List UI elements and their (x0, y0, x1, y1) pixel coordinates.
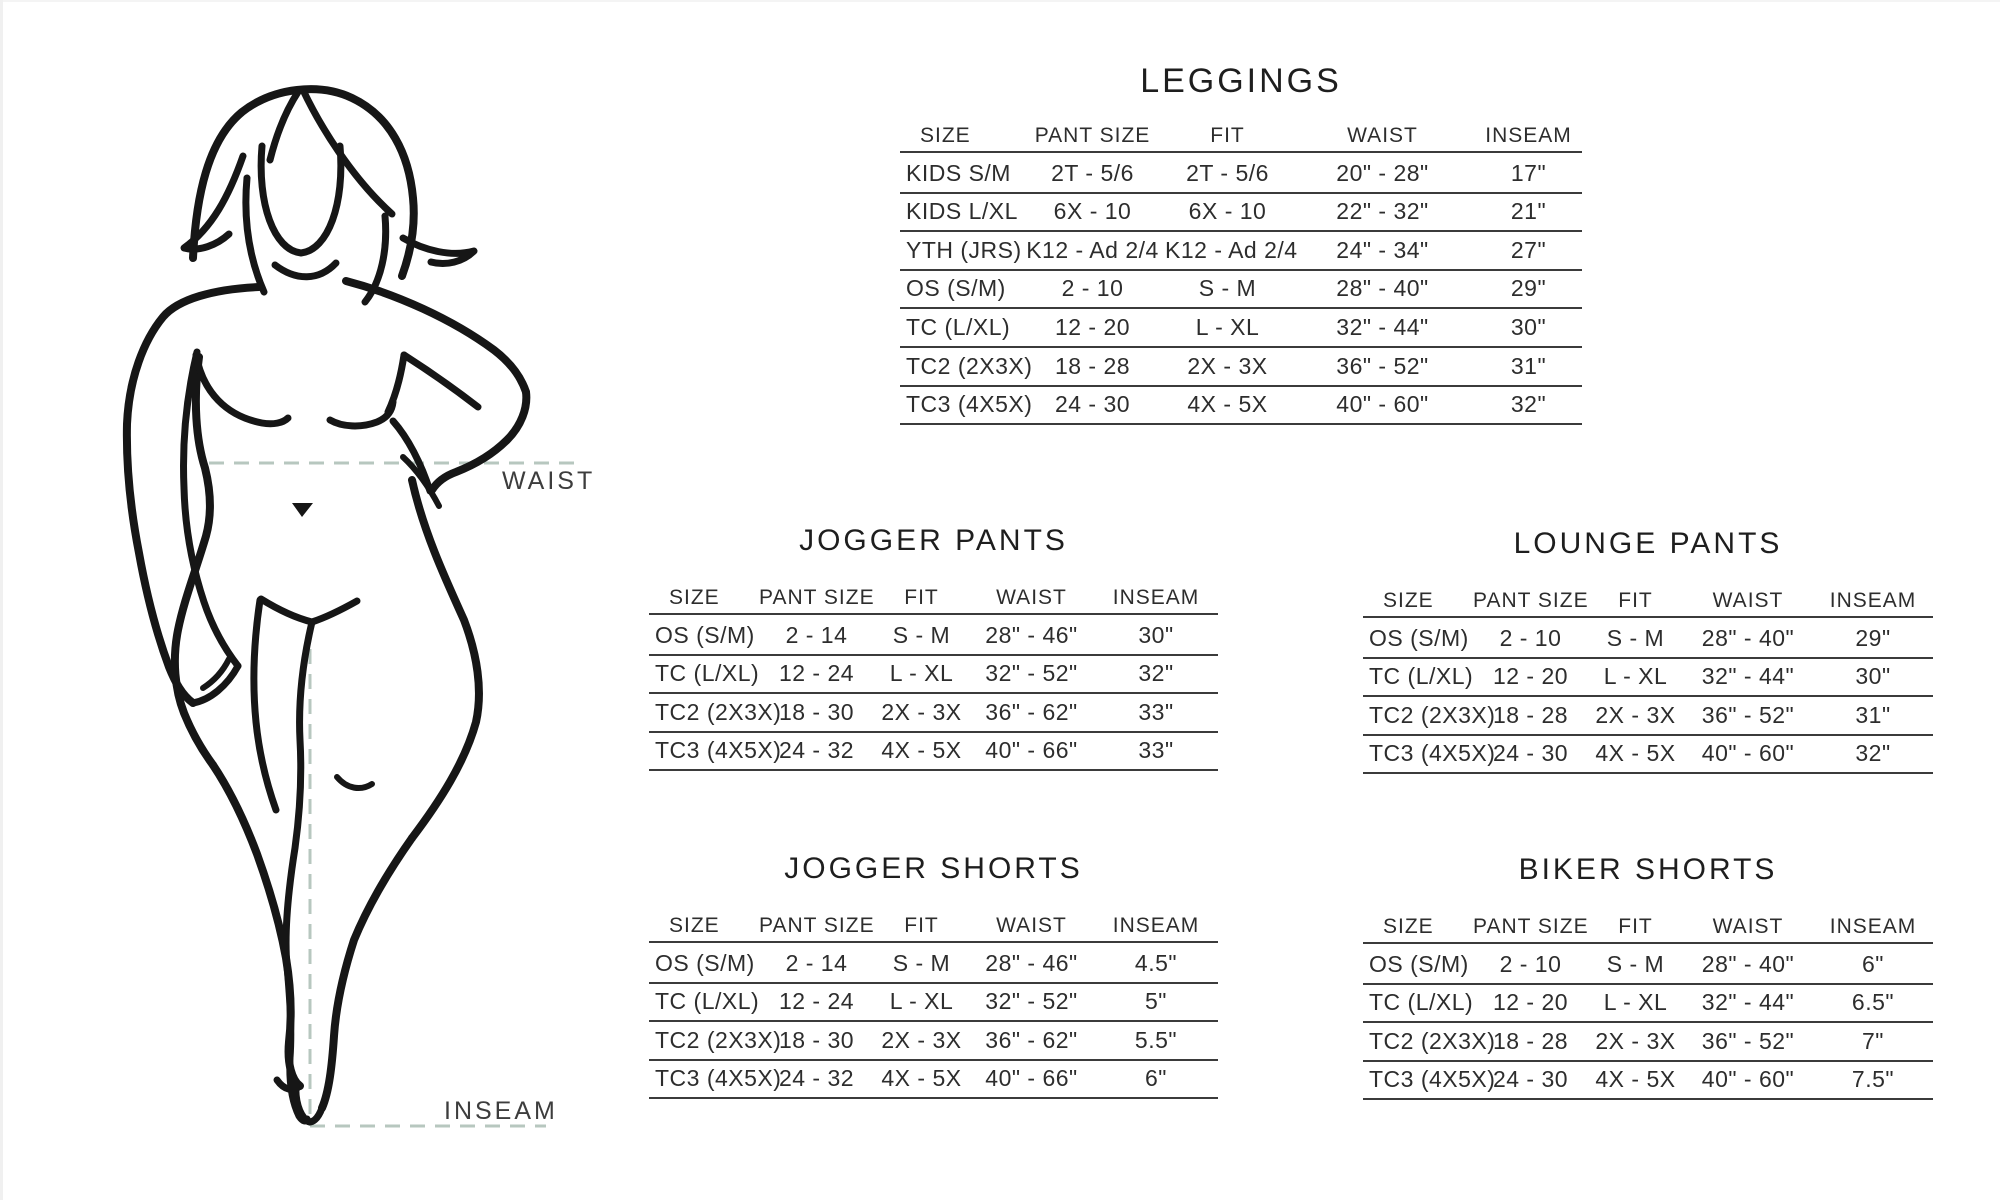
table-row (1363, 620, 1933, 659)
table-cell: OS (S/M) (906, 275, 1006, 302)
table-cell: 2 - 10 (1499, 950, 1562, 977)
table-cell: S - M (1606, 950, 1665, 977)
table-cell: 30" (1510, 313, 1547, 340)
table-header-row (1363, 914, 1933, 944)
table-cell: 40" - 66" (985, 1065, 1078, 1092)
table-cell: 6" (1862, 950, 1884, 977)
table-cell: 18 - 28 (1492, 701, 1569, 728)
table-row (649, 1061, 1218, 1100)
column-header-waist: WAIST (996, 914, 1067, 937)
table-cell: 2X - 3X (1187, 352, 1268, 379)
table-cell: 12 - 24 (778, 988, 855, 1015)
table-cell: 28" - 40" (1701, 950, 1795, 977)
table-title: LEGGINGS (1140, 62, 1342, 100)
table-cell: 7" (1862, 1027, 1884, 1054)
table-row (900, 271, 1582, 310)
column-header-pant-size: PANT SIZE (759, 914, 875, 937)
table-cell: TC (L/XL) (1369, 663, 1474, 690)
column-header-size: SIZE (1383, 589, 1434, 612)
table-title: BIKER SHORTS (1518, 853, 1778, 886)
table-cell: L - XL (1195, 313, 1260, 340)
column-header-size: SIZE (920, 124, 971, 147)
table-cell: 40" - 66" (985, 737, 1078, 764)
table-cell: TC2 (2X3X) (655, 1026, 782, 1053)
table-cell: TC2 (2X3X) (1369, 1027, 1496, 1054)
table-cell: 40" - 60" (1701, 1066, 1795, 1093)
table-cell: 6.5" (1851, 989, 1895, 1016)
table-cell: 28" - 40" (1336, 275, 1429, 302)
table-cell: TC3 (4X5X) (1369, 1066, 1496, 1093)
table-cell: L - XL (889, 988, 954, 1015)
table-cell: 24 - 30 (1054, 391, 1131, 418)
column-header-waist: WAIST (1712, 915, 1784, 938)
column-header-pant-size: PANT SIZE (1473, 589, 1589, 612)
table-row (649, 656, 1218, 695)
table-row (1363, 736, 1933, 775)
table-cell: K12 - Ad 2/4 (1165, 236, 1298, 263)
table-body (1363, 620, 1933, 774)
table-cell: 36" - 62" (985, 698, 1078, 725)
table-cell: 5.5" (1134, 1026, 1178, 1053)
table-cell: TC3 (4X5X) (655, 1065, 782, 1092)
table-cell: 20" - 28" (1336, 159, 1429, 186)
table-row (1363, 1062, 1933, 1101)
table-cell: 29" (1510, 275, 1547, 302)
table-cell: TC (L/XL) (655, 660, 760, 687)
table-cell: L - XL (1603, 989, 1668, 1016)
table-cell: 4X - 5X (1595, 740, 1676, 767)
table-cell: L - XL (1603, 663, 1668, 690)
table-row (900, 232, 1582, 271)
column-header-inseam: INSEAM (1112, 914, 1200, 937)
table-cell: 32" (1855, 740, 1891, 767)
table-title: JOGGER PANTS (799, 524, 1068, 557)
table-cell: 40" - 60" (1336, 391, 1429, 418)
table-cell: 6X - 10 (1188, 198, 1267, 225)
table-cell: OS (S/M) (655, 621, 755, 648)
table-cell: 2 - 10 (1499, 624, 1562, 651)
column-header-fit: FIT (1210, 124, 1245, 147)
table-body (649, 617, 1218, 771)
column-header-inseam: INSEAM (1112, 586, 1200, 609)
table-row (649, 733, 1218, 772)
table-cell: 18 - 28 (1492, 1027, 1569, 1054)
table-cell: 29" (1855, 624, 1891, 651)
table-cell: 18 - 30 (778, 698, 855, 725)
column-header-pant-size: PANT SIZE (759, 586, 875, 609)
column-header-size: SIZE (669, 914, 720, 937)
table-cell: 12 - 20 (1054, 313, 1131, 340)
table-cell: 7.5" (1851, 1066, 1895, 1093)
column-header-inseam: INSEAM (1829, 589, 1917, 612)
table-cell: 24 - 30 (1492, 740, 1569, 767)
table-cell: TC (L/XL) (655, 988, 760, 1015)
table-cell: 6X - 10 (1053, 198, 1132, 225)
table-row (649, 984, 1218, 1023)
table-cell: 32" - 52" (985, 660, 1078, 687)
table-cell: 2 - 10 (1061, 275, 1124, 302)
table-cell: 2T - 5/6 (1186, 159, 1269, 186)
table-cell: 2X - 3X (881, 1026, 962, 1053)
table-cell: TC (L/XL) (1369, 989, 1474, 1016)
table-cell: 24 - 32 (778, 1065, 855, 1092)
column-header-size: SIZE (1383, 915, 1434, 938)
table-cell: 32" - 44" (1701, 663, 1795, 690)
waist-label: WAIST (502, 467, 596, 495)
table-cell: 4X - 5X (881, 737, 962, 764)
table-cell: TC2 (2X3X) (906, 352, 1033, 379)
column-header-pant-size: PANT SIZE (1473, 915, 1589, 938)
table-cell: 18 - 28 (1054, 352, 1131, 379)
table-row (649, 945, 1218, 984)
table-cell: 24" - 34" (1336, 236, 1429, 263)
table-cell: 32" - 44" (1336, 313, 1429, 340)
column-header-waist: WAIST (996, 586, 1067, 609)
table-cell: 28" - 40" (1701, 624, 1795, 651)
table-cell: 21" (1510, 198, 1547, 225)
table-cell: 27" (1510, 236, 1547, 263)
table-row (1363, 659, 1933, 698)
table-cell: 31" (1855, 701, 1891, 728)
table-cell: 2 - 14 (785, 621, 848, 648)
table-cell: S - M (892, 949, 951, 976)
table-cell: L - XL (889, 660, 954, 687)
inseam-label: INSEAM (444, 1097, 558, 1125)
table-cell: 2X - 3X (881, 698, 962, 725)
column-header-size: SIZE (669, 586, 720, 609)
table-cell: 24 - 32 (778, 737, 855, 764)
table-cell: 36" - 52" (1701, 701, 1795, 728)
table-cell: 32" (1510, 391, 1547, 418)
column-header-fit: FIT (1618, 915, 1653, 938)
table-row (900, 194, 1582, 233)
column-header-inseam: INSEAM (1829, 915, 1917, 938)
table-cell: 12 - 24 (778, 660, 855, 687)
table-cell: 33" (1138, 737, 1174, 764)
table-cell: OS (S/M) (1369, 624, 1469, 651)
table-cell: 17" (1510, 159, 1547, 186)
table-cell: 33" (1138, 698, 1174, 725)
table-row (649, 694, 1218, 733)
table-cell: K12 - Ad 2/4 (1026, 236, 1159, 263)
table-row (900, 309, 1582, 348)
table-row (649, 1022, 1218, 1061)
column-header-waist: WAIST (1347, 124, 1418, 147)
table-body (900, 155, 1582, 425)
table-cell: 18 - 30 (778, 1026, 855, 1053)
column-header-fit: FIT (904, 586, 939, 609)
table-cell: TC (L/XL) (906, 313, 1011, 340)
table-cell: TC2 (2X3X) (655, 698, 782, 725)
table-cell: 12 - 20 (1492, 663, 1569, 690)
table-cell: OS (S/M) (655, 949, 755, 976)
table-row (1363, 1023, 1933, 1062)
table-body (649, 945, 1218, 1099)
column-header-fit: FIT (904, 914, 939, 937)
table-cell: 5" (1145, 988, 1167, 1015)
column-header-fit: FIT (1618, 589, 1653, 612)
table-body (1363, 946, 1933, 1100)
table-cell: 30" (1138, 621, 1174, 648)
table-cell: 4X - 5X (1595, 1066, 1676, 1093)
table-header-row (649, 913, 1218, 943)
table-cell: 32" - 52" (985, 988, 1078, 1015)
table-cell: TC3 (4X5X) (906, 391, 1033, 418)
table-cell: 12 - 20 (1492, 989, 1569, 1016)
table-cell: 22" - 32" (1336, 198, 1429, 225)
table-header-row (1363, 588, 1933, 618)
table-cell: 4X - 5X (881, 1065, 962, 1092)
table-title: LOUNGE PANTS (1513, 527, 1783, 560)
table-cell: 28" - 46" (985, 621, 1078, 648)
table-cell: TC3 (4X5X) (655, 737, 782, 764)
table-cell: S - M (1198, 275, 1257, 302)
table-cell: 4X - 5X (1187, 391, 1268, 418)
table-cell: KIDS S/M (906, 159, 1011, 186)
table-cell: 24 - 30 (1492, 1066, 1569, 1093)
table-row (649, 617, 1218, 656)
table-cell: 28" - 46" (985, 949, 1078, 976)
column-header-pant-size: PANT SIZE (1034, 124, 1151, 147)
woman-outline (127, 89, 526, 1122)
table-title: JOGGER SHORTS (784, 852, 1083, 885)
table-row (1363, 985, 1933, 1024)
table-cell: 4.5" (1134, 949, 1178, 976)
table-row (900, 155, 1582, 194)
table-cell: 40" - 60" (1701, 740, 1795, 767)
table-cell: 2X - 3X (1595, 1027, 1676, 1054)
column-header-waist: WAIST (1712, 589, 1784, 612)
table-cell: 32" (1138, 660, 1174, 687)
table-row (1363, 946, 1933, 985)
table-row (1363, 697, 1933, 736)
table-cell: 30" (1855, 663, 1891, 690)
table-cell: KIDS L/XL (906, 198, 1018, 225)
table-cell: 6" (1145, 1065, 1167, 1092)
table-cell: TC2 (2X3X) (1369, 701, 1496, 728)
table-cell: S - M (1606, 624, 1665, 651)
table-cell: 32" - 44" (1701, 989, 1795, 1016)
table-cell: 2X - 3X (1595, 701, 1676, 728)
table-cell: 36" - 52" (1701, 1027, 1795, 1054)
table-row (900, 348, 1582, 387)
table-row (900, 387, 1582, 426)
column-header-inseam: INSEAM (1485, 124, 1572, 147)
table-cell: 2T - 5/6 (1051, 159, 1134, 186)
table-header-row (649, 585, 1218, 615)
table-header-row (900, 123, 1582, 153)
table-cell: 31" (1510, 352, 1547, 379)
table-cell: OS (S/M) (1369, 950, 1469, 977)
table-cell: 2 - 14 (785, 949, 848, 976)
table-cell: S - M (892, 621, 951, 648)
table-cell: 36" - 52" (1336, 352, 1429, 379)
table-cell: YTH (JRS) (906, 236, 1022, 263)
table-cell: TC3 (4X5X) (1369, 740, 1496, 767)
table-cell: 36" - 62" (985, 1026, 1078, 1053)
